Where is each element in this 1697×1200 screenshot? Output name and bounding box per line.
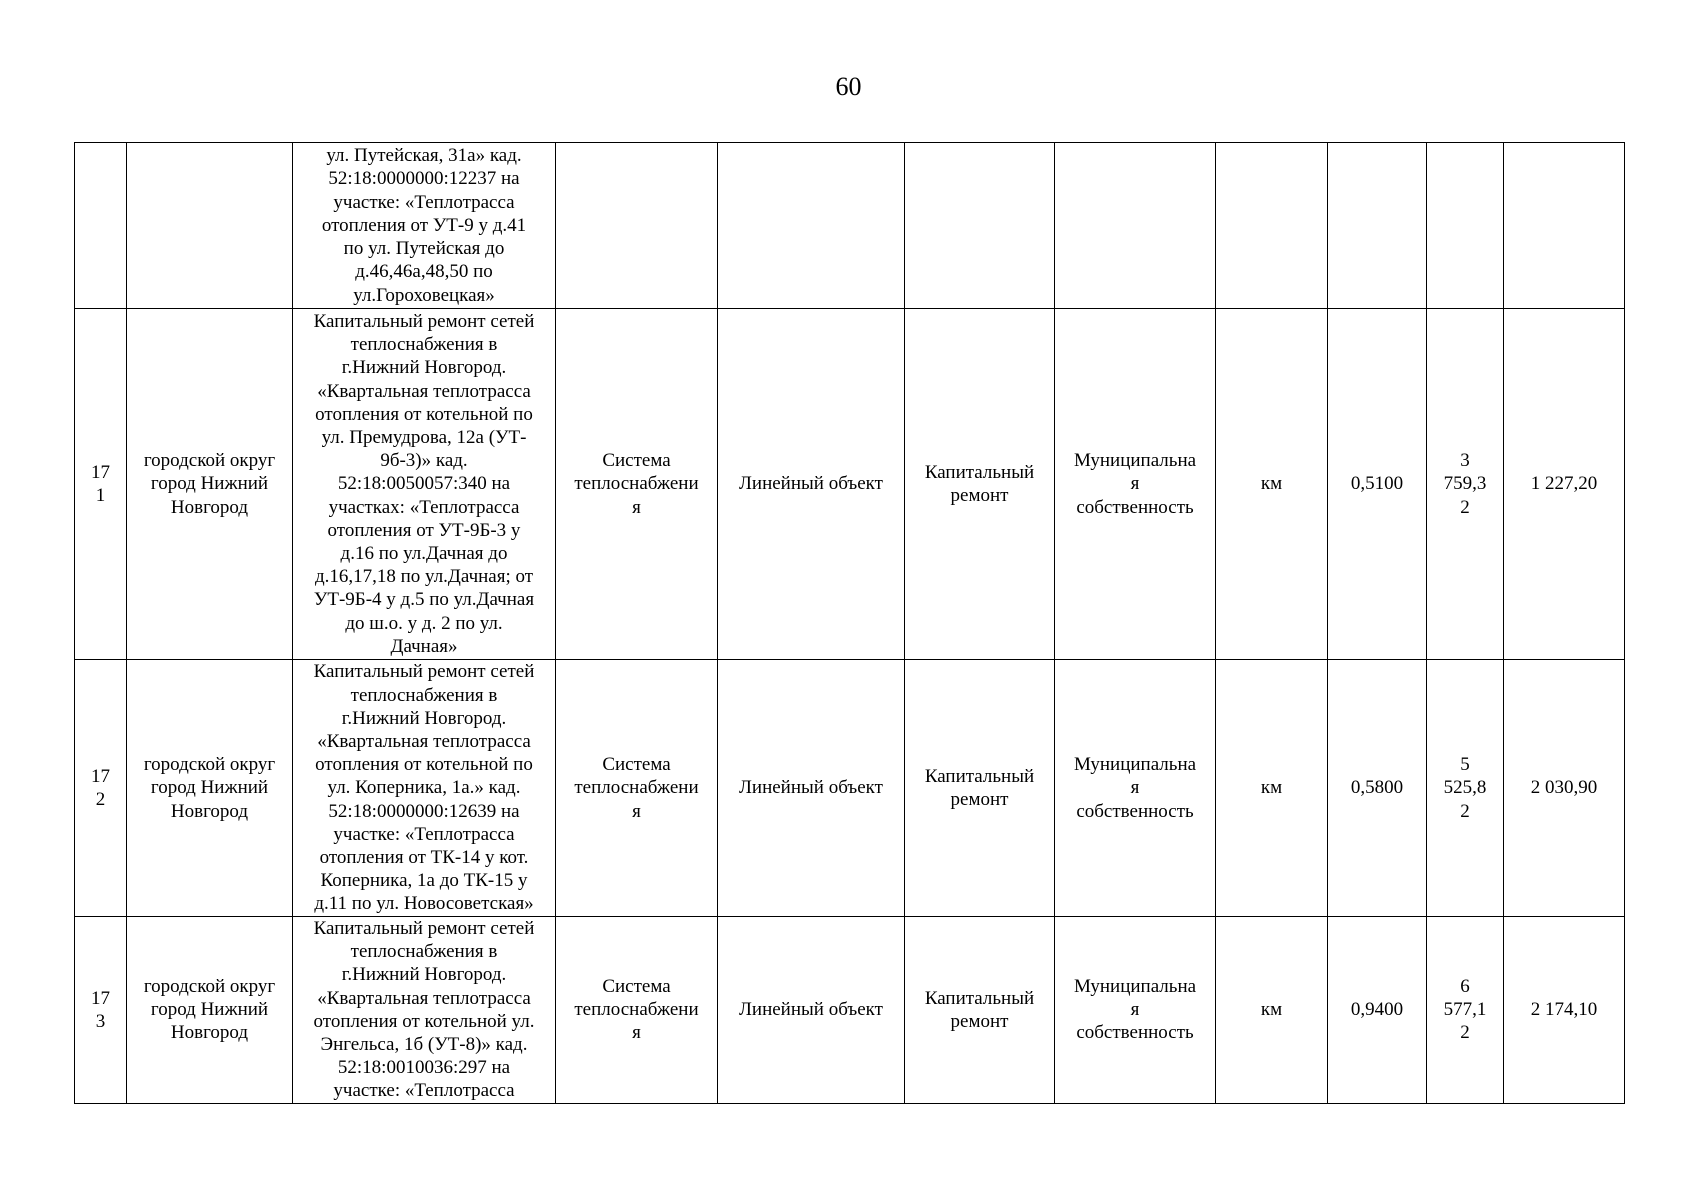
object-type-cell: Линейный объект xyxy=(718,660,905,917)
work-type-cell: Капитальный ремонт xyxy=(905,309,1055,660)
page-number: 60 xyxy=(835,72,862,101)
system-cell xyxy=(556,143,718,309)
table-row xyxy=(75,917,1625,1104)
total-cell: 2 174,10 xyxy=(1504,917,1625,1104)
object-type-cell xyxy=(718,143,905,309)
cost-cell: 3 759,3 2 xyxy=(1427,309,1504,660)
length-cell: 0,5800 xyxy=(1328,660,1427,917)
table-row xyxy=(75,309,1625,660)
work-type-cell xyxy=(905,143,1055,309)
territory-cell xyxy=(127,143,293,309)
ownership-cell: Муниципальна я собственность xyxy=(1055,309,1216,660)
program-table xyxy=(74,142,1625,1104)
system-cell: Система теплоснабжени я xyxy=(556,309,718,660)
unit-cell: км xyxy=(1216,660,1328,917)
description-cell: Капитальный ремонт сетей теплоснабжения в г.Нижний Новгород. «Квартальная теплотрасса отопления от котельной по ул. Премудрова, 12а (УТ- 9б-3)» кад. 52:18:0050057:340 на участках: «Теплотрасса отопления от УТ-9Б-3 у д.16 по ул.Дачная до д.16,17,18 по ул.Дачная; от УТ-9Б-4 у д.5 по ул.Дачная до ш.о. у д. 2 по ул. Дачная» xyxy=(293,309,556,660)
ownership-cell: Муниципальна я собственность xyxy=(1055,917,1216,1104)
territory-cell: городской округ город Нижний Новгород xyxy=(127,917,293,1104)
total-cell: 2 030,90 xyxy=(1504,660,1625,917)
cost-cell: 6 577,1 2 xyxy=(1427,917,1504,1104)
ownership-cell: Муниципальна я собственность xyxy=(1055,660,1216,917)
row-number-cell: 17 3 xyxy=(75,917,127,1104)
length-cell xyxy=(1328,143,1427,309)
object-type-cell: Линейный объект xyxy=(718,309,905,660)
total-cell: 1 227,20 xyxy=(1504,309,1625,660)
description-cell: ул. Путейская, 31а» кад. 52:18:0000000:12237 на участке: «Теплотрасса отопления от УТ-9 у д.41 по ул. Путейская до д.46,46а,48,50 по ул.Гороховецкая» xyxy=(293,143,556,309)
total-cell xyxy=(1504,143,1625,309)
unit-cell xyxy=(1216,143,1328,309)
object-type-cell: Линейный объект xyxy=(718,917,905,1104)
cost-cell: 5 525,8 2 xyxy=(1427,660,1504,917)
unit-cell: км xyxy=(1216,309,1328,660)
length-cell: 0,9400 xyxy=(1328,917,1427,1104)
table-row xyxy=(75,660,1625,917)
cost-cell xyxy=(1427,143,1504,309)
territory-cell: городской округ город Нижний Новгород xyxy=(127,309,293,660)
description-cell: Капитальный ремонт сетей теплоснабжения в г.Нижний Новгород. «Квартальная теплотрасса отопления от котельной ул. Энгельса, 1б (УТ-8)» кад. 52:18:0010036:297 на участке: «Теплотрасса xyxy=(293,917,556,1104)
system-cell: Система теплоснабжени я xyxy=(556,660,718,917)
row-number-cell: 17 2 xyxy=(75,660,127,917)
territory-cell: городской округ город Нижний Новгород xyxy=(127,660,293,917)
work-type-cell: Капитальный ремонт xyxy=(905,917,1055,1104)
table-row xyxy=(75,143,1625,309)
system-cell: Система теплоснабжени я xyxy=(556,917,718,1104)
row-number-cell xyxy=(75,143,127,309)
work-type-cell: Капитальный ремонт xyxy=(905,660,1055,917)
unit-cell: км xyxy=(1216,917,1328,1104)
description-cell: Капитальный ремонт сетей теплоснабжения в г.Нижний Новгород. «Квартальная теплотрасса отопления от котельной по ул. Коперника, 1а.» кад. 52:18:0000000:12639 на участке: «Теплотрасса отопления от ТК-14 у кот. Коперника, 1а до ТК-15 у д.11 по ул. Новосоветская» xyxy=(293,660,556,917)
ownership-cell xyxy=(1055,143,1216,309)
length-cell: 0,5100 xyxy=(1328,309,1427,660)
row-number-cell: 17 1 xyxy=(75,309,127,660)
